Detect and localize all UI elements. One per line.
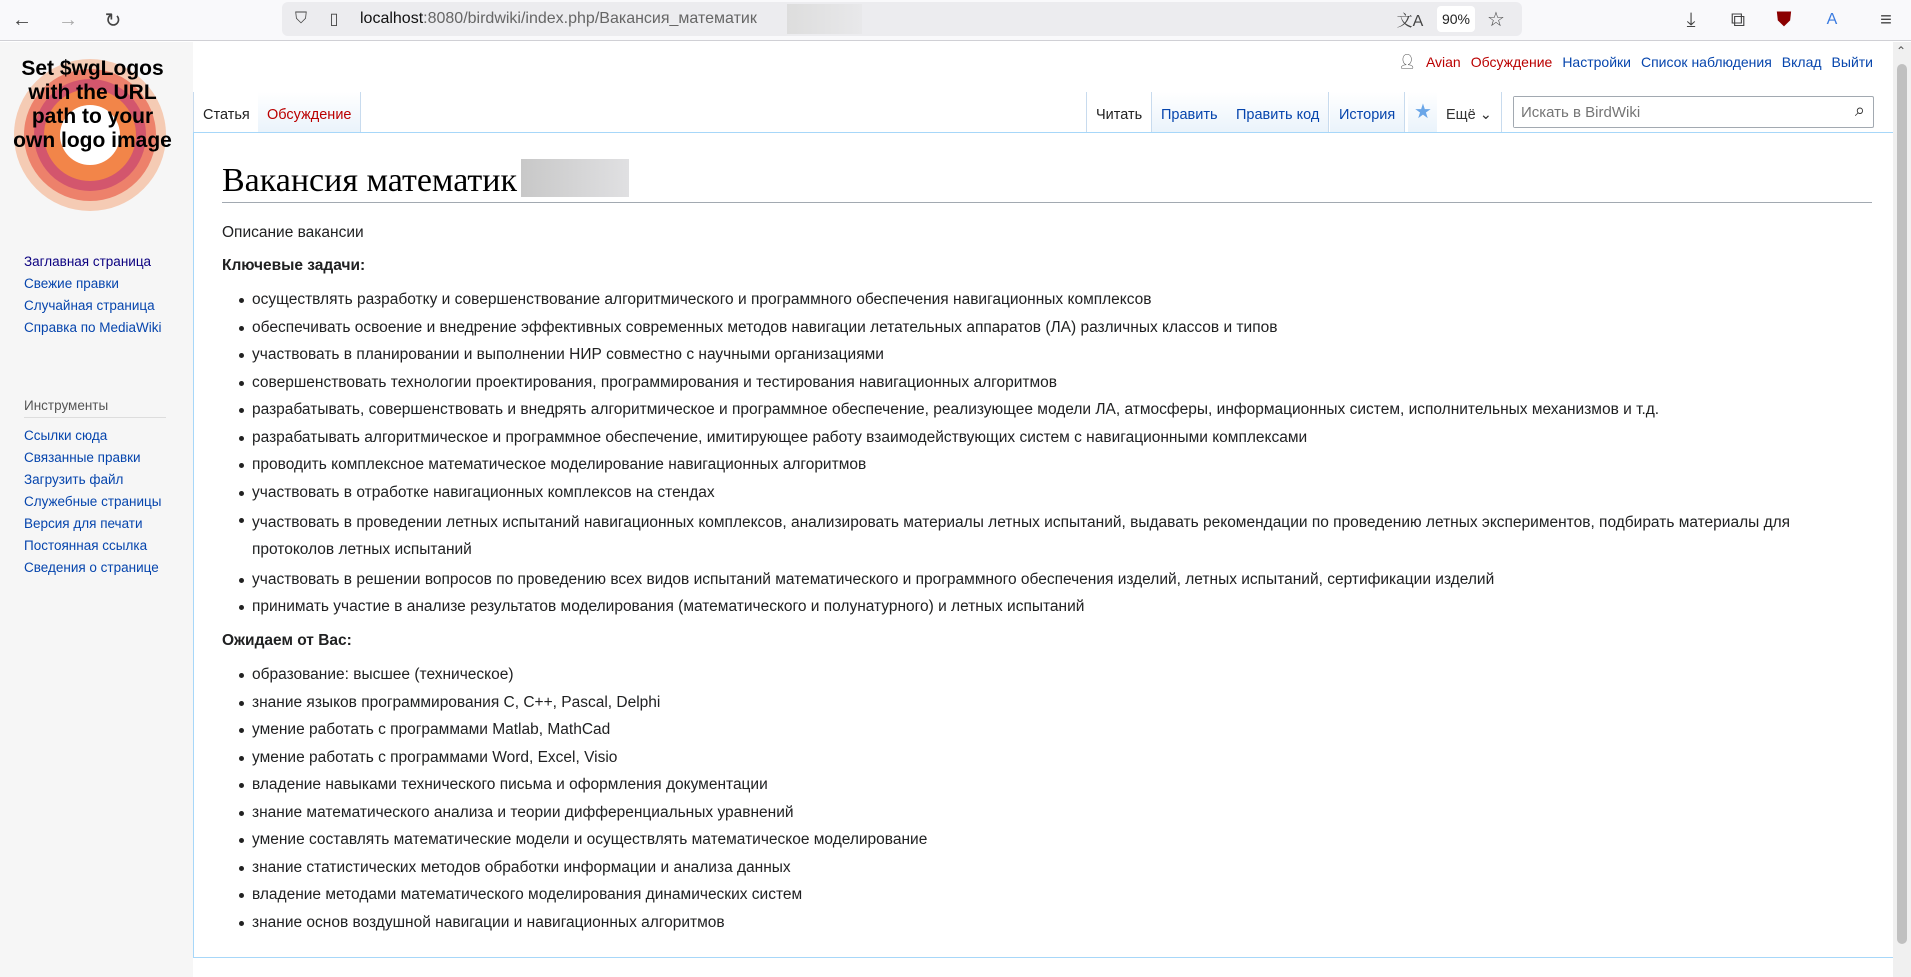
user-link[interactable]: Avian: [1425, 53, 1461, 70]
list-item: осуществлять разработку и совершенствование алгоритмического и программного обеспечения навигационных комплексов: [252, 289, 1872, 311]
list-item: умение работать с программами Matlab, MathCad: [252, 719, 1872, 741]
list-item: знание статистических методов обработки информации и анализа данных: [252, 857, 1872, 879]
scrollbar-thumb[interactable]: [1897, 64, 1907, 944]
tasks-heading: Ключевые задачи:: [222, 257, 366, 274]
tab-edit[interactable]: Править: [1152, 92, 1228, 132]
navigation-portlet: [24, 251, 162, 339]
more-label: Ещё: [1446, 107, 1476, 123]
translate-icon[interactable]: 文A: [1396, 12, 1424, 30]
list-item: принимать участие в анализе результатов моделирования (математического и полунатурного) и летных испытаний: [252, 596, 1872, 618]
ublock-icon[interactable]: ⛊: [1776, 8, 1792, 31]
download-icon[interactable]: ⤓: [1686, 8, 1696, 31]
tool-related-changes[interactable]: Связанные правки: [24, 450, 141, 465]
site-logo[interactable]: Set $wgLogos with the URL path to your own logo image: [10, 55, 170, 215]
tools-heading: Инструменты: [24, 398, 166, 418]
tab-talk[interactable]: Обсуждение: [258, 92, 361, 132]
list-item: совершенствовать технологии проектирования, программирования и тестирования навигационных алгоритмов: [252, 372, 1872, 394]
redacted-region: [787, 4, 862, 34]
tasks-list: [252, 289, 1872, 618]
browser-toolbar: [0, 0, 1911, 41]
tool-what-links-here[interactable]: Ссылки сюда: [24, 428, 108, 443]
list-item: разрабатывать, совершенствовать и внедрять алгоритмическое и программное обеспечение, реализующее модели ЛА, атмосферы, информационных систем, исполнительных механизмов и т.д.: [252, 399, 1872, 421]
watchlist-link[interactable]: Список наблюдения: [1640, 53, 1772, 70]
tab-edit-source[interactable]: Править код: [1227, 92, 1329, 132]
search-input[interactable]: [1514, 97, 1834, 127]
url-text[interactable]: localhost:8080/birdwiki/index.php/Вакансия_математик: [360, 10, 757, 27]
requirements-list: [252, 664, 1872, 934]
scroll-up-icon[interactable]: ⌃: [1896, 44, 1907, 58]
list-item: знание основ воздушной навигации и навигационных алгоритмов: [252, 912, 1872, 934]
page-content: [193, 132, 1893, 958]
list-item: владение методами математического моделирования динамических систем: [252, 884, 1872, 906]
tool-printable-version[interactable]: Версия для печати: [24, 516, 143, 531]
translator-extension-icon[interactable]: A: [1826, 11, 1838, 28]
shield-icon[interactable]: ⛉: [294, 10, 307, 27]
reload-icon[interactable]: ↻: [104, 9, 122, 32]
search-box: [1513, 96, 1874, 128]
more-menu[interactable]: [1437, 92, 1502, 132]
nav-help[interactable]: Справка по MediaWiki: [24, 320, 162, 335]
requirements-heading: Ожидаем от Вас:: [222, 632, 352, 649]
vertical-scrollbar[interactable]: [1893, 42, 1911, 977]
list-item: знание математического анализа и теории дифференциальных уравнений: [252, 802, 1872, 824]
user-icon: 👤︎: [1398, 53, 1416, 69]
tool-upload-file[interactable]: Загрузить файл: [24, 472, 124, 487]
nav-main-page[interactable]: Заглавная страница: [24, 254, 152, 269]
tools-portlet: [24, 425, 161, 579]
list-item: образование: высшее (техническое): [252, 664, 1872, 686]
menu-icon[interactable]: ≡: [1880, 8, 1892, 31]
list-item: разрабатывать алгоритмическое и программное обеспечение, имитирующее работу взаимодействующих систем с навигационными комплексами: [252, 427, 1872, 449]
tool-permanent-link[interactable]: Постоянная ссылка: [24, 538, 148, 553]
article-body: [222, 223, 1872, 947]
list-item: участвовать в проведении летных испытаний навигационных комплексов, анализировать материалы летных испытаний, выдавать рекомендации по проведению летных экспериментов, подбирать материалы для протоколов летных испытаний: [252, 509, 1872, 563]
tool-special-pages[interactable]: Служебные страницы: [24, 494, 162, 509]
extensions-icon[interactable]: ⧉: [1730, 8, 1746, 31]
list-item: умение работать с программами Word, Excel, Visio: [252, 747, 1872, 769]
list-item: участвовать в планировании и выполнении НИР совместно с научными организациями: [252, 344, 1872, 366]
list-item: участвовать в решении вопросов по проведению всех видов испытаний математического и программного обеспечения изделий, летных испытаний, сертификации изделий: [252, 569, 1872, 591]
tab-read[interactable]: Читать: [1086, 92, 1152, 132]
nav-random-page[interactable]: Случайная страница: [24, 298, 155, 313]
list-item: владение навыками технического письма и оформления документации: [252, 774, 1872, 796]
intro-text: Описание вакансии: [222, 224, 364, 241]
redacted-title-part: [521, 159, 629, 197]
list-item: умение составлять математические модели и осуществлять математическое моделирование: [252, 829, 1872, 851]
tab-article[interactable]: Статья: [193, 92, 260, 132]
search-icon[interactable]: ⌕: [1854, 100, 1865, 120]
page-icon: ▯: [329, 11, 339, 28]
nav-recent-changes[interactable]: Свежие правки: [24, 276, 119, 291]
tool-page-info[interactable]: Сведения о странице: [24, 560, 159, 575]
chevron-down-icon: ⌄: [1479, 107, 1492, 123]
list-item: обеспечивать освоение и внедрение эффективных современных методов навигации летательных аппаратов (ЛА) различных классов и типов: [252, 317, 1872, 339]
watch-star-icon[interactable]: ★: [1408, 92, 1439, 132]
zoom-level[interactable]: 90%: [1437, 6, 1475, 32]
forward-icon[interactable]: →: [58, 8, 78, 31]
sidebar: [0, 42, 193, 977]
back-icon[interactable]: ←: [12, 8, 32, 31]
list-item: знание языков программирования С, С++, Pascal, Delphi: [252, 692, 1872, 714]
preferences-link[interactable]: Настройки: [1562, 53, 1631, 70]
tab-history[interactable]: История: [1330, 92, 1405, 132]
address-bar[interactable]: [282, 2, 1522, 36]
contributions-link[interactable]: Вклад: [1781, 53, 1822, 70]
personal-tools: [1398, 53, 1873, 70]
user-talk-link[interactable]: Обсуждение: [1470, 53, 1553, 70]
page-title: Вакансия математик: [222, 159, 1872, 203]
bookmark-star-icon[interactable]: ☆: [1487, 8, 1505, 31]
logout-link[interactable]: Выйти: [1831, 53, 1873, 70]
list-item: участвовать в отработке навигационных комплексов на стендах: [252, 482, 1872, 504]
list-item: проводить комплексное математическое моделирование навигационных алгоритмов: [252, 454, 1872, 476]
